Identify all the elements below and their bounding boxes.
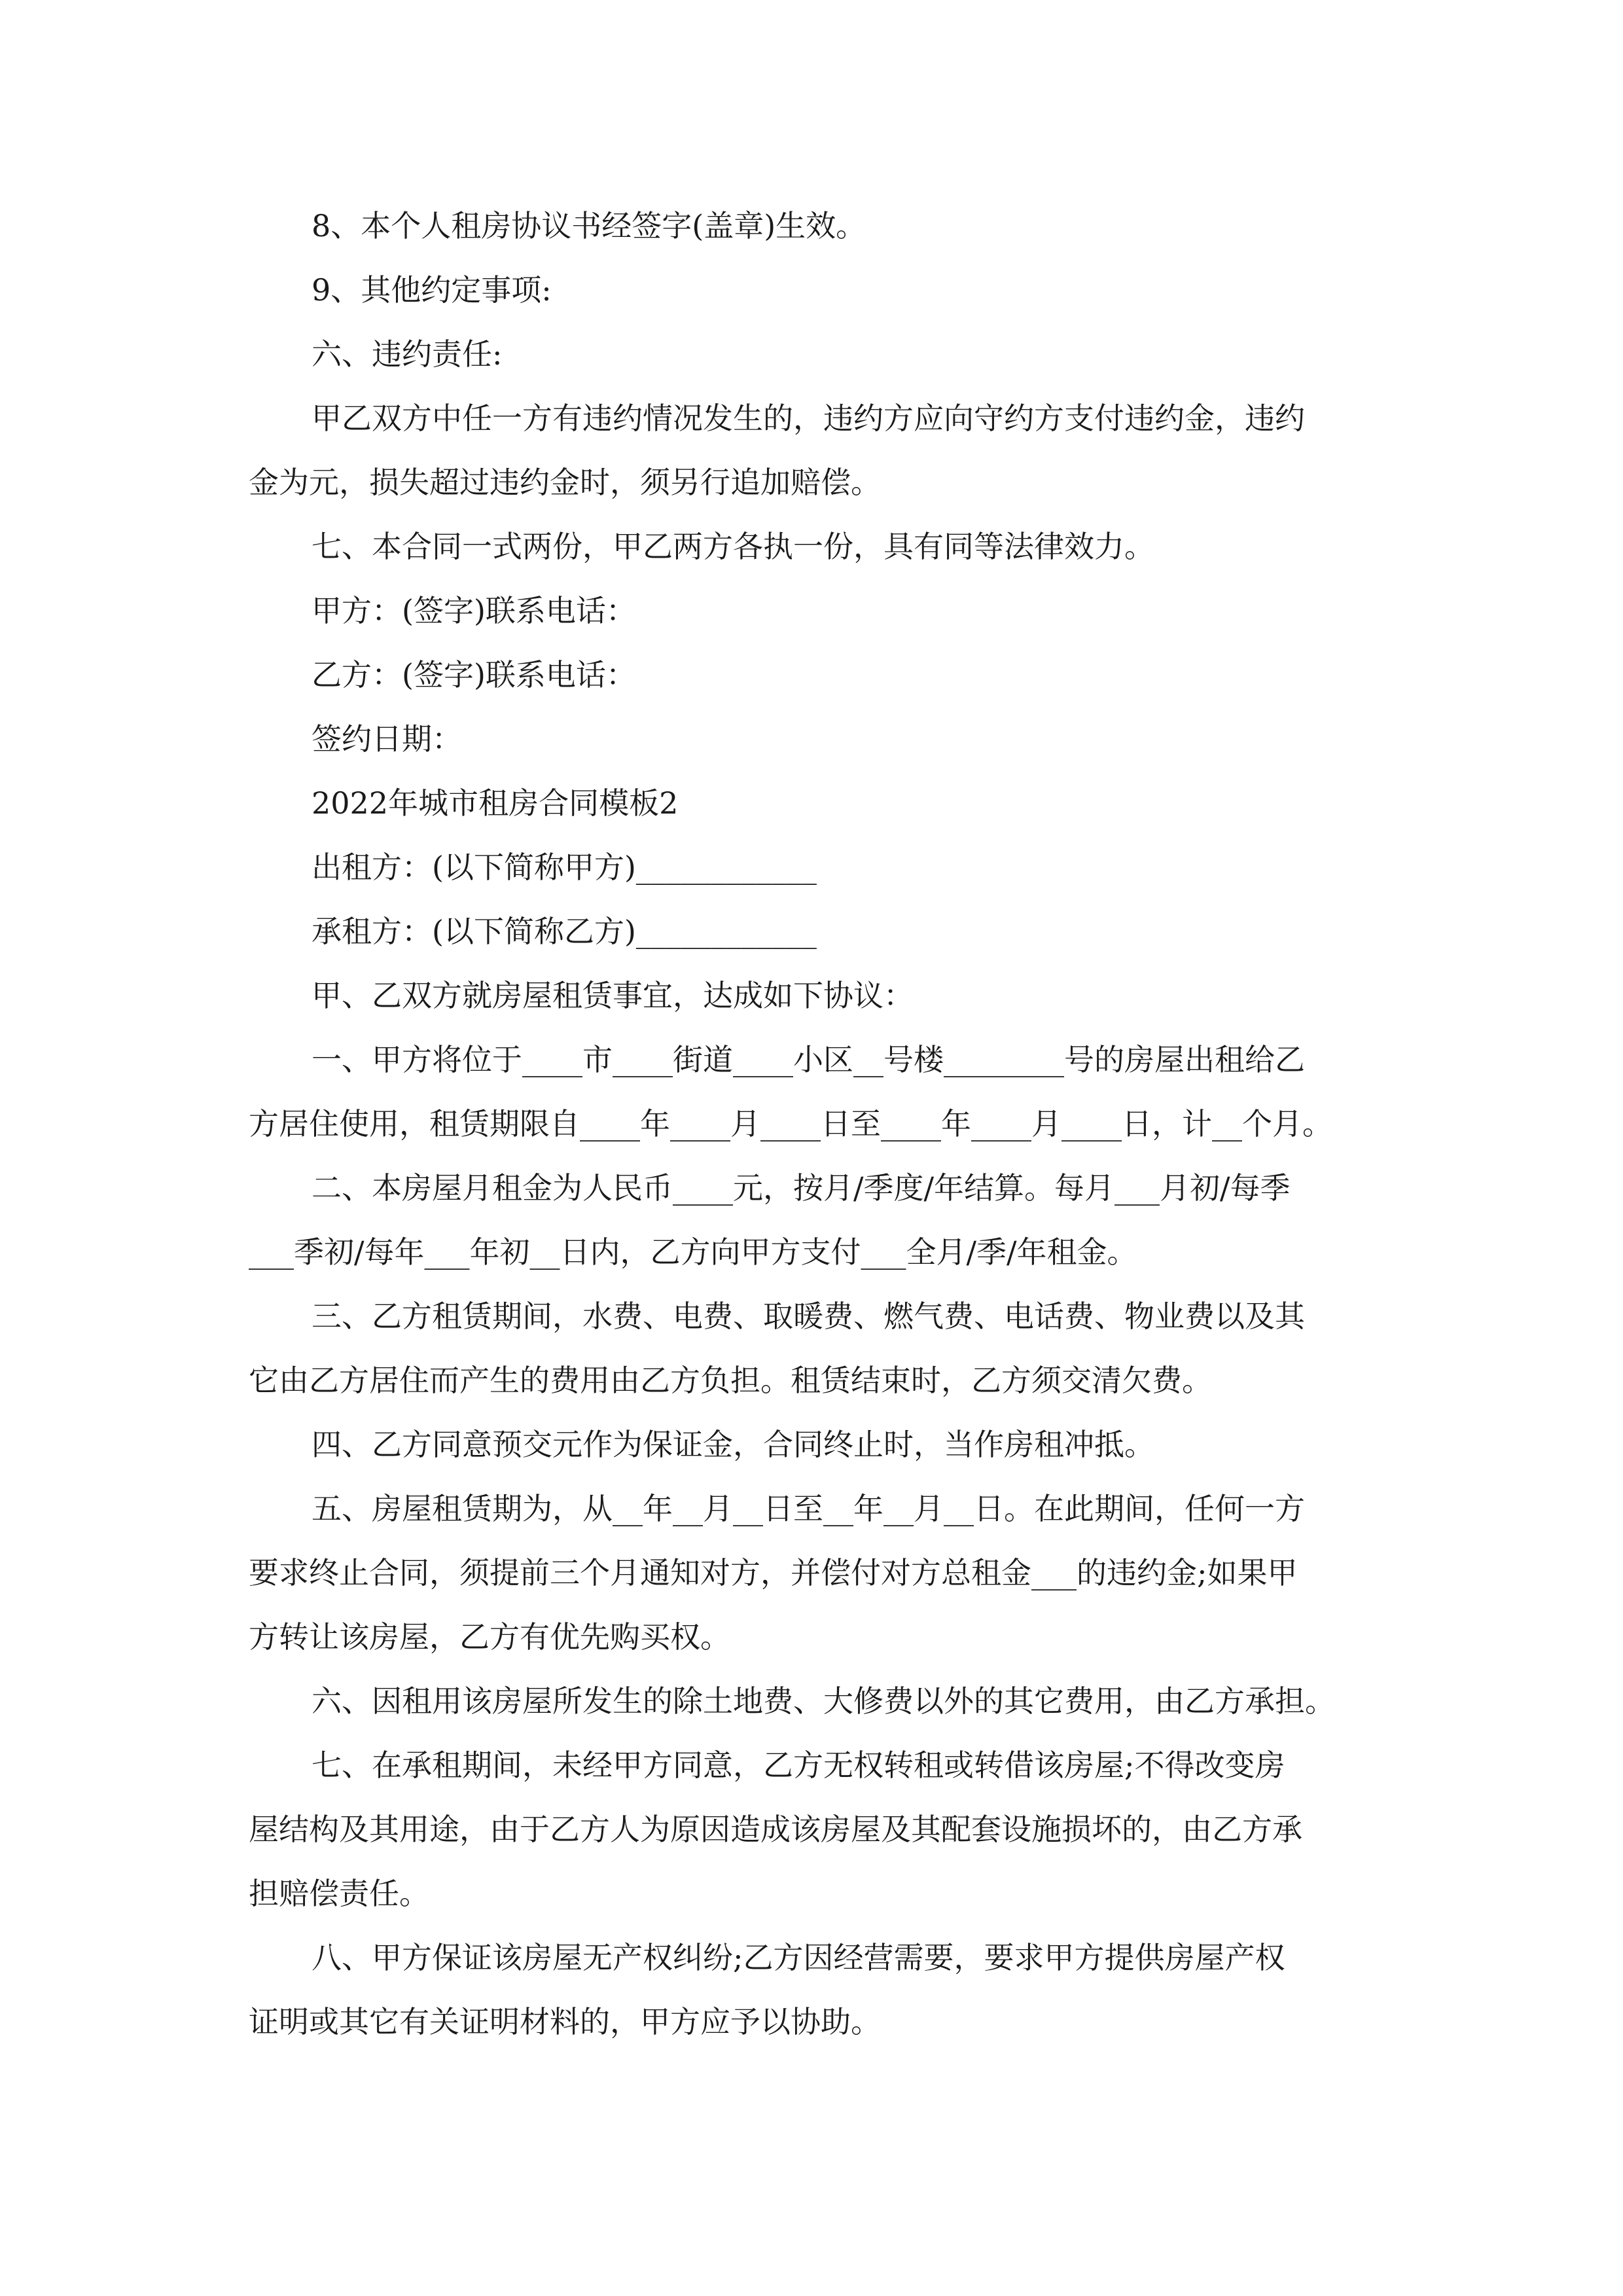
paragraph-line: 一、甲方将位于____市____街道____小区__号楼________号的房屋出租给乙 bbox=[312, 1042, 1305, 1077]
paragraph-line: 担赔偿责任。 bbox=[249, 1876, 429, 1911]
clause-8-line: 8、本个人租房协议书经签字(盖章)生效。 bbox=[312, 208, 866, 243]
section-heading-breach: 六、违约责任: bbox=[312, 336, 503, 372]
paragraph-line: 五、房屋租赁期为，从__年__月__日至__年__月__日。在此期间，任何一方 bbox=[312, 1491, 1305, 1526]
paragraph-line: 甲、乙双方就房屋租赁事宜，达成如下协议： bbox=[312, 978, 914, 1013]
paragraph-line: 三、乙方租赁期间，水费、电费、取暖费、燃气费、电话费、物业费以及其 bbox=[312, 1299, 1305, 1334]
signing-date: 签约日期： bbox=[312, 721, 462, 757]
lessor-field: 出租方：(以下简称甲方)____________ bbox=[312, 850, 817, 885]
paragraph-line: 甲乙双方中任一方有违约情况发生的，违约方应向守约方支付违约金，违约 bbox=[312, 401, 1305, 436]
signature-party-a: 甲方：(签字)联系电话： bbox=[312, 593, 636, 628]
lessee-field: 承租方：(以下简称乙方)____________ bbox=[312, 914, 817, 949]
paragraph-line: 它由乙方居住而产生的费用由乙方负担。租赁结束时，乙方须交清欠费。 bbox=[249, 1363, 1212, 1398]
paragraph-line: 方居住使用，租赁期限自____年____月____日至____年____月____日，计__个月。 bbox=[249, 1106, 1332, 1141]
template-title: 2022年城市租房合同模板2 bbox=[312, 785, 679, 821]
signature-party-b: 乙方：(签字)联系电话： bbox=[312, 657, 636, 692]
paragraph-line: 七、本合同一式两份，甲乙两方各执一份，具有同等法律效力。 bbox=[312, 529, 1154, 564]
paragraph-line: 六、因租用该房屋所发生的除土地费、大修费以外的其它费用，由乙方承担。 bbox=[312, 1683, 1335, 1719]
paragraph-line: 屋结构及其用途，由于乙方人为原因造成该房屋及其配套设施损坏的，由乙方承 bbox=[249, 1812, 1302, 1847]
paragraph-line: 方转让该房屋，乙方有优先购买权。 bbox=[249, 1619, 730, 1655]
paragraph-line: 四、乙方同意预交元作为保证金，合同终止时，当作房租冲抵。 bbox=[312, 1427, 1154, 1462]
paragraph-line: 八、甲方保证该房屋无产权纠纷;乙方因经营需要，要求甲方提供房屋产权 bbox=[312, 1940, 1285, 1975]
paragraph-line: 金为元，损失超过违约金时，须另行追加赔偿。 bbox=[249, 465, 881, 500]
clause-9-line: 9、其他约定事项: bbox=[312, 272, 552, 308]
paragraph-line: 要求终止合同，须提前三个月通知对方，并偿付对方总租金___的违约金;如果甲 bbox=[249, 1555, 1298, 1590]
paragraph-line: ___季初/每年___年初__日内，乙方向甲方支付___全月/季/年租金。 bbox=[249, 1234, 1137, 1270]
paragraph-line: 二、本房屋月租金为人民币____元，按月/季度/年结算。每月___月初/每季 bbox=[312, 1170, 1291, 1206]
paragraph-line: 证明或其它有关证明材料的，甲方应予以协助。 bbox=[249, 2004, 881, 2039]
paragraph-line: 七、在承租期间，未经甲方同意，乙方无权转租或转借该房屋;不得改变房 bbox=[312, 1748, 1285, 1783]
